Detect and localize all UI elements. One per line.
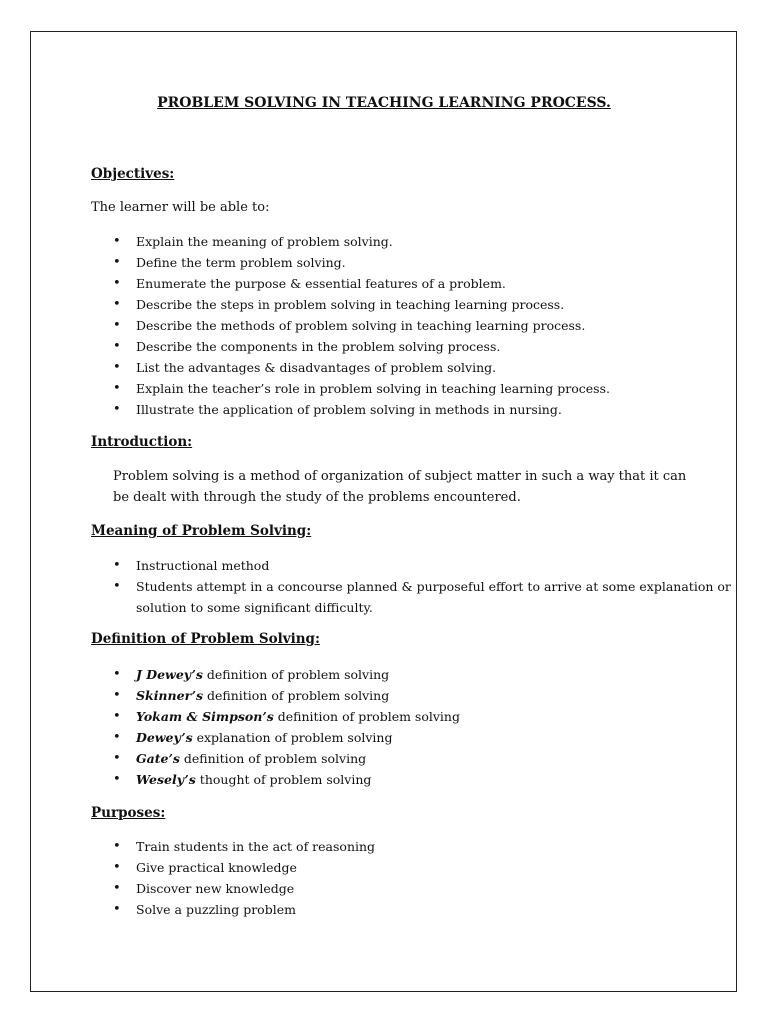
list-item: • Instructional method xyxy=(0,555,768,576)
author-name: Gate’s xyxy=(136,751,180,766)
objectives-heading: Objectives: xyxy=(91,166,175,182)
objectives-lead: The learner will be able to: xyxy=(91,200,270,215)
purposes-list xyxy=(0,836,375,920)
list-item: • Illustrate the application of problem solving in methods in nursing. xyxy=(0,399,610,420)
purposes-heading: Purposes: xyxy=(91,805,166,821)
list-item: • Explain the meaning of problem solving. xyxy=(0,231,610,252)
author-name: Yokam & Simpson’s xyxy=(136,709,274,724)
list-item xyxy=(0,664,460,685)
list-item: • Train students in the act of reasoning xyxy=(0,836,375,857)
list-item xyxy=(0,706,460,727)
item-text: definition of problem solving xyxy=(179,751,367,766)
meaning-list xyxy=(0,555,768,618)
author-name: Dewey’s xyxy=(136,730,193,745)
list-item: • Describe the methods of problem solving in teaching learning process. xyxy=(0,315,610,336)
list-item: • Discover new knowledge xyxy=(0,878,375,899)
definition-heading: Definition of Problem Solving: xyxy=(91,631,320,647)
list-item: • List the advantages & disadvantages of problem solving. xyxy=(0,357,610,378)
list-item xyxy=(0,769,460,790)
list-item: • Explain the teacher’s role in problem solving in teaching learning process. xyxy=(0,378,610,399)
document-title: PROBLEM SOLVING IN TEACHING LEARNING PROCESS. xyxy=(157,95,611,111)
list-item xyxy=(0,727,460,748)
objectives-list xyxy=(0,231,610,420)
list-item: • Give practical knowledge xyxy=(0,857,375,878)
item-text: thought of problem solving xyxy=(195,772,372,787)
list-item: • Describe the steps in problem solving in teaching learning process. xyxy=(0,294,610,315)
item-text: explanation of problem solving xyxy=(192,730,393,745)
introduction-text: Problem solving is a method of organization of subject matter in such a way that it can be dealt with through the study of the problems encountered. xyxy=(113,469,687,505)
list-item xyxy=(0,685,460,706)
item-text: definition of problem solving xyxy=(273,709,460,724)
list-item: • Solve a puzzling problem xyxy=(0,899,375,920)
item-text: definition of problem solving xyxy=(202,667,390,682)
meaning-heading: Meaning of Problem Solving: xyxy=(91,523,312,539)
introduction-heading: Introduction: xyxy=(91,434,193,450)
author-name: Wesely’s xyxy=(136,772,196,787)
definition-list xyxy=(0,664,460,790)
author-name: Skinner’s xyxy=(136,688,203,703)
list-item: • Describe the components in the problem solving process. xyxy=(0,336,610,357)
list-item xyxy=(0,748,460,769)
author-name: J Dewey’s xyxy=(136,667,203,682)
list-item: • Define the term problem solving. xyxy=(0,252,610,273)
list-item: • Enumerate the purpose & essential features of a problem. xyxy=(0,273,610,294)
item-text: definition of problem solving xyxy=(203,688,390,703)
list-item: • Students attempt in a concourse planned & purposeful effort to arrive at some explanation or solution to some significant difficulty. xyxy=(0,576,768,618)
